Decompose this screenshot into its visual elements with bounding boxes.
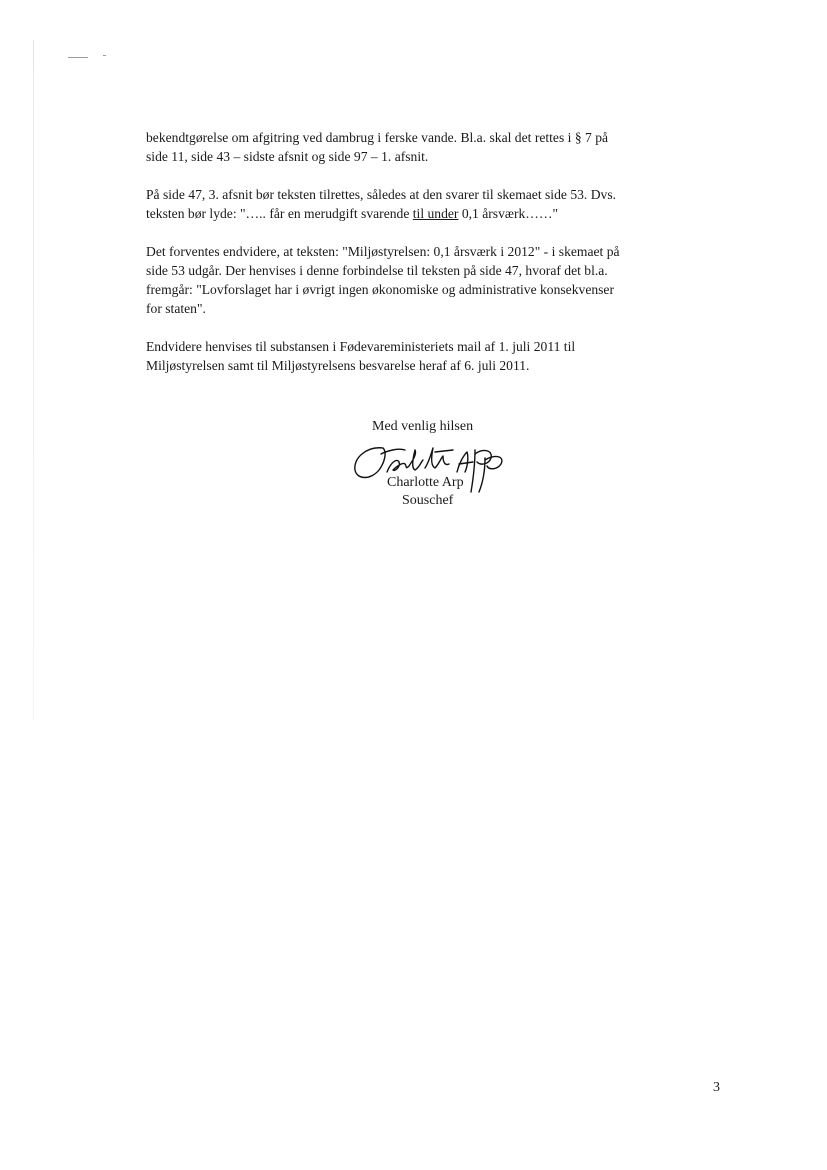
paragraph-2-line-2-end: 0,1 årsværk……" [458, 206, 559, 221]
signatory-name: Charlotte Arp [387, 475, 464, 490]
paragraph-4-line-1: Endvidere henvises til substansen i Fødevareministeriets mail af 1. juli 2011 til [146, 339, 576, 354]
paragraph-1-line-2: side 11, side 43 – sidste afsnit og side 97 – 1. afsnit. [146, 149, 429, 164]
handwritten-signature-icon [345, 440, 515, 500]
scan-speck [103, 55, 106, 56]
paragraph-3-line-1: Det forventes endvidere, at teksten: "Miljøstyrelsen: 0,1 årsværk i 2012" - i skemaet på [146, 244, 620, 259]
paragraph-1-line-1: bekendtgørelse om afgitring ved dambrug i ferske vande. Bl.a. skal det rettes i § 7 på [146, 130, 609, 145]
paragraph-2-line-2-start: teksten bør lyde: "….. får en merudgift svarende [146, 206, 413, 221]
scan-speck [68, 57, 88, 58]
paragraph-4-line-2: Miljøstyrelsen samt til Miljøstyrelsens besvarelse heraf af 6. juli 2011. [146, 358, 530, 373]
paragraph-3-line-3: fremgår: "Lovforslaget har i øvrigt ingen økonomiske og administrative konsekvenser [146, 282, 614, 297]
paragraph-1 [146, 128, 706, 166]
signatory-title: Souschef [402, 493, 454, 508]
paragraph-4 [146, 337, 706, 375]
closing-greeting: Med venlig hilsen [372, 419, 474, 434]
paragraph-3-line-2: side 53 udgår. Der henvises i denne forbindelse til teksten på side 47, hvoraf det bl.a. [146, 263, 608, 278]
paragraph-3-line-4: for staten". [146, 301, 206, 316]
letter-body [146, 128, 706, 394]
page-number: 3 [713, 1080, 720, 1095]
underlined-phrase: til under [412, 206, 459, 221]
paragraph-2-line-1: På side 47, 3. afsnit bør teksten tilrettes, således at den svarer til skemaet side 53. Dvs. [146, 187, 617, 202]
paragraph-2 [146, 185, 706, 223]
paragraph-3 [146, 242, 706, 318]
scan-edge-line [33, 40, 34, 720]
